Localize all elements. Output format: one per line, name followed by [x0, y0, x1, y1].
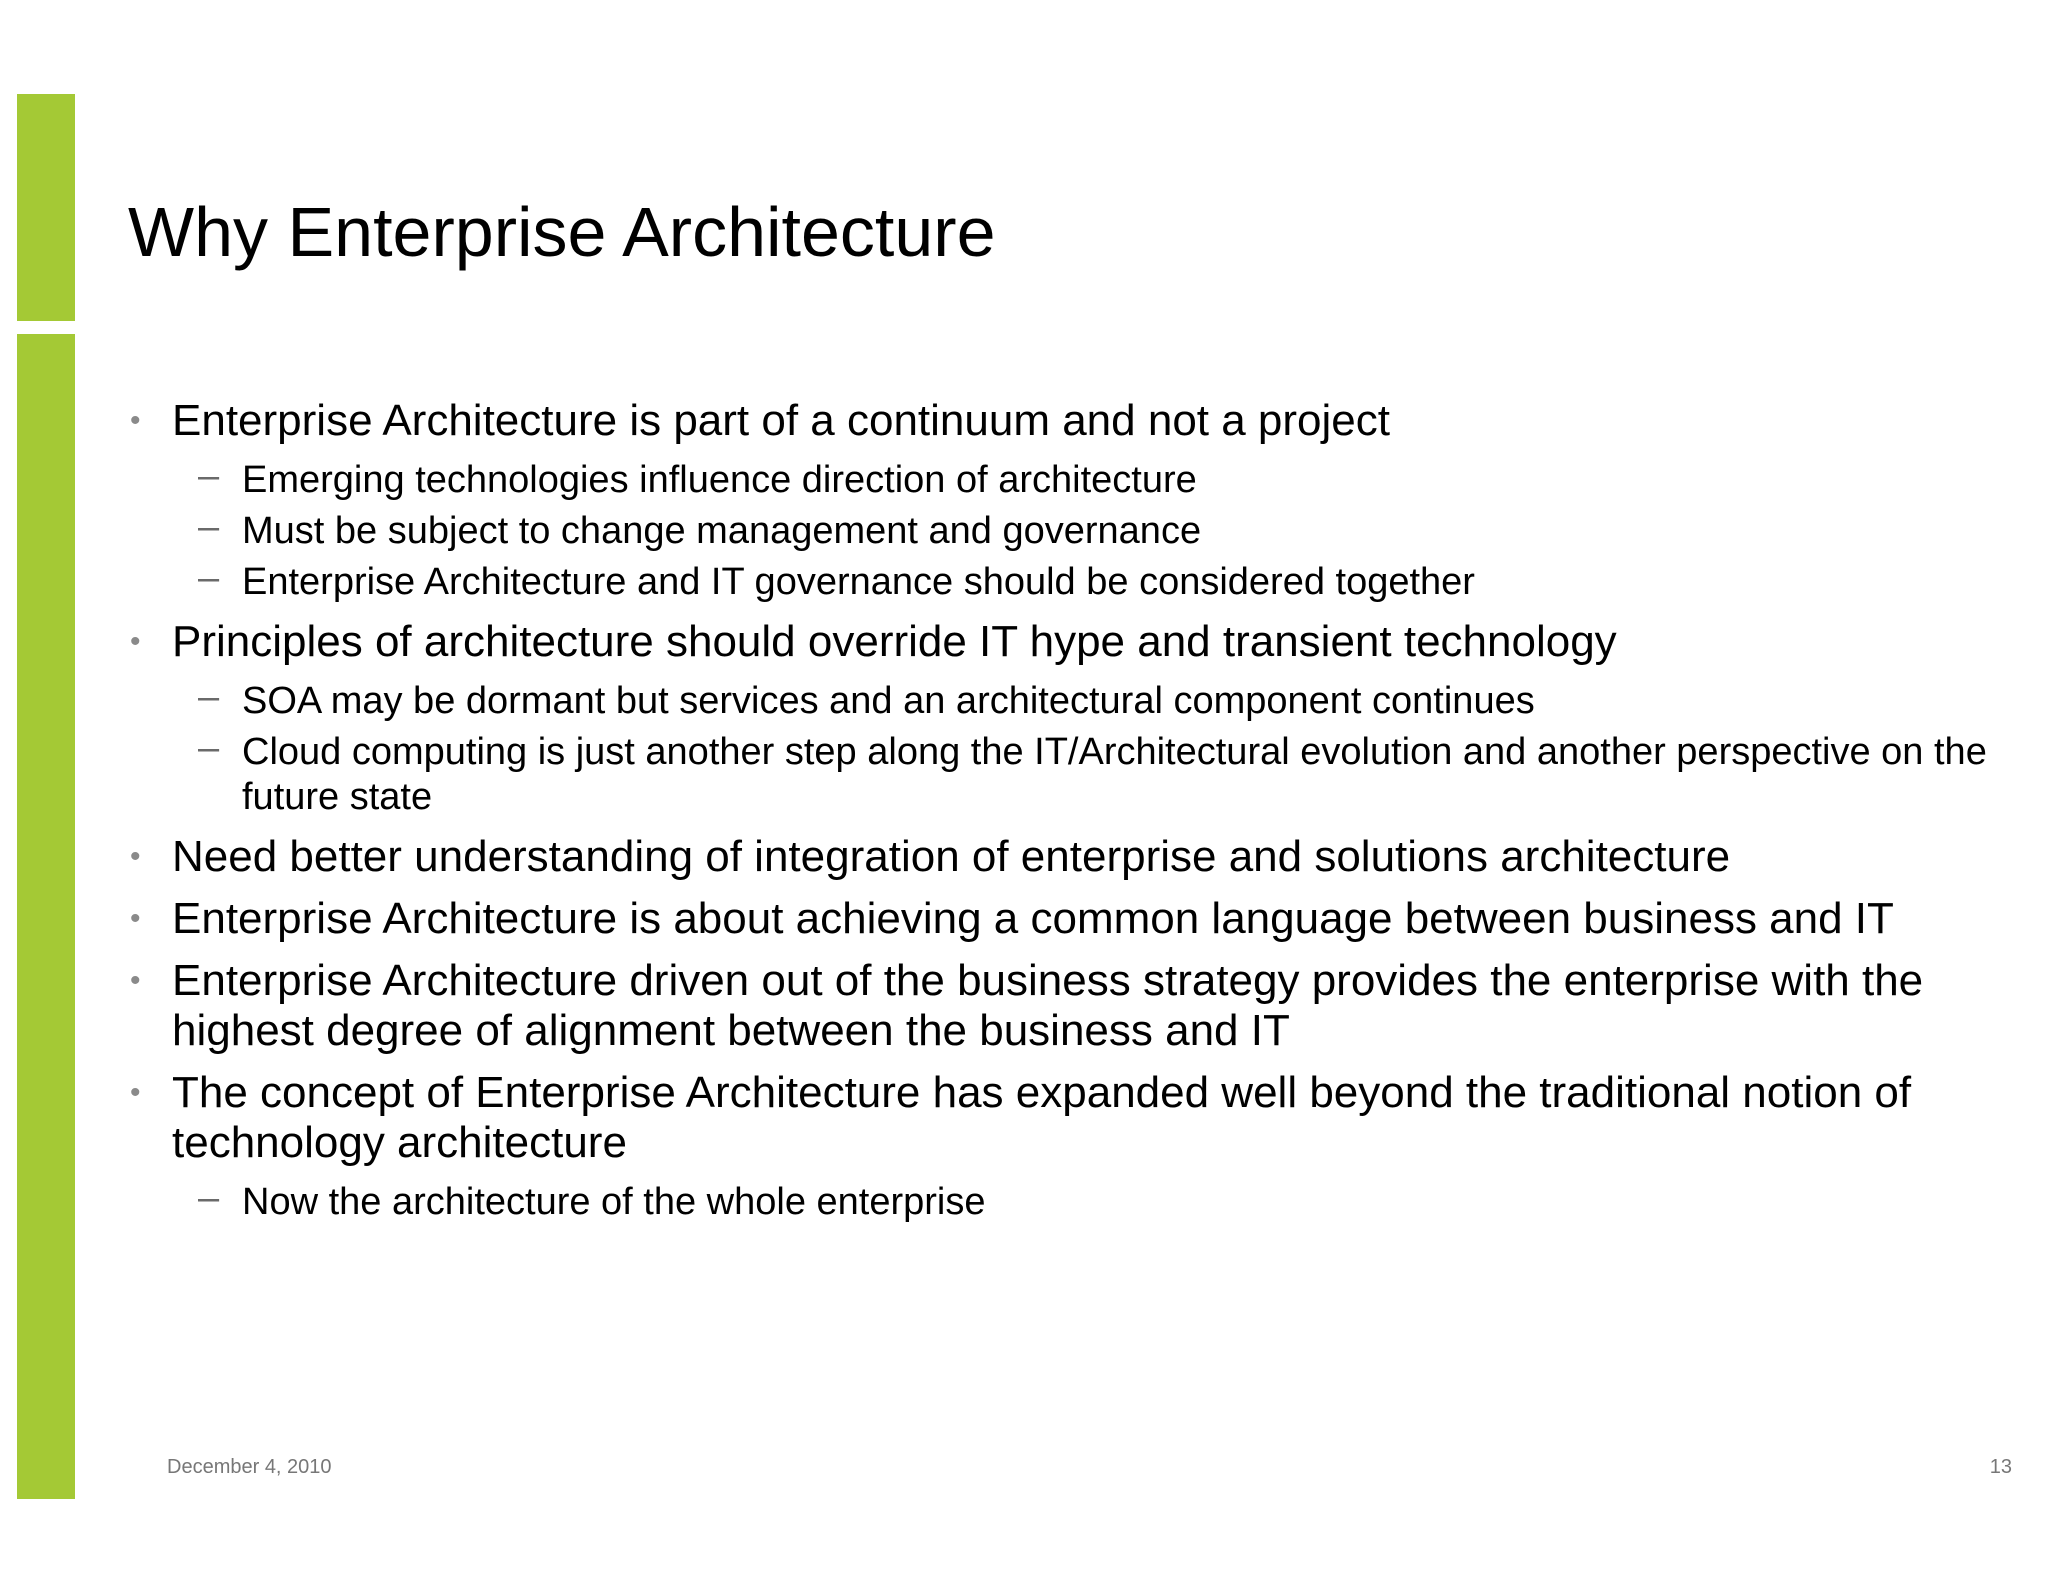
bullet-item: [128, 1068, 1988, 1168]
bullet-dot-icon: •: [130, 902, 141, 935]
dash-icon: –: [198, 557, 220, 599]
sub-bullet-item: [128, 727, 1988, 820]
bullet-item: [128, 956, 1988, 1056]
sub-bullet-text: Cloud computing is just another step along the IT/Architectural evolution and another perspective on the future state: [242, 731, 1987, 818]
sub-bullet-item: [128, 455, 1988, 503]
dash-icon: –: [198, 455, 220, 497]
sub-bullet-item: [128, 557, 1988, 605]
bullet-text: Principles of architecture should override IT hype and transient technology: [172, 617, 1617, 666]
slide-content: [128, 396, 1988, 1237]
bullet-text: Enterprise Architecture is about achieving a common language between business and IT: [172, 894, 1894, 943]
sub-bullet-item: [128, 1177, 1988, 1225]
dash-icon: –: [198, 1177, 220, 1219]
page-number: 13: [1989, 1456, 2012, 1478]
bullet-dot-icon: •: [130, 1076, 141, 1109]
bullet-dot-icon: •: [130, 625, 141, 658]
bullet-item: [128, 396, 1988, 446]
dash-icon: –: [198, 676, 220, 718]
bullet-item: [128, 894, 1988, 944]
bullet-dot-icon: •: [130, 404, 141, 437]
sub-bullet-text: SOA may be dormant but services and an architectural component continues: [242, 680, 1535, 722]
sub-bullet-text: Now the architecture of the whole enterprise: [242, 1181, 986, 1223]
dash-icon: –: [198, 506, 220, 548]
bullet-item: [128, 617, 1988, 667]
bullet-dot-icon: •: [130, 964, 141, 997]
accent-bar-top: [17, 94, 75, 321]
bullet-text: Enterprise Architecture is part of a continuum and not a project: [172, 396, 1390, 445]
sub-bullet-item: [128, 506, 1988, 554]
bullet-text: The concept of Enterprise Architecture has expanded well beyond the traditional notion of technology architecture: [172, 1068, 1912, 1167]
sub-bullet-text: Emerging technologies influence direction of architecture: [242, 459, 1197, 501]
dash-icon: –: [198, 727, 220, 769]
sub-bullet-item: [128, 676, 1988, 724]
bullet-text: Enterprise Architecture driven out of the business strategy provides the enterprise with the highest degree of alignment between the business and IT: [172, 956, 1924, 1055]
bullet-dot-icon: •: [130, 840, 141, 873]
footer-date: December 4, 2010: [167, 1456, 332, 1478]
sub-bullet-text: Must be subject to change management and governance: [242, 510, 1202, 552]
slide-title: Why Enterprise Architecture: [128, 193, 996, 271]
bullet-item: [128, 832, 1988, 882]
bullet-text: Need better understanding of integration of enterprise and solutions architecture: [172, 832, 1731, 881]
accent-bar-bottom: [17, 334, 75, 1499]
sub-bullet-text: Enterprise Architecture and IT governance should be considered together: [242, 561, 1475, 603]
